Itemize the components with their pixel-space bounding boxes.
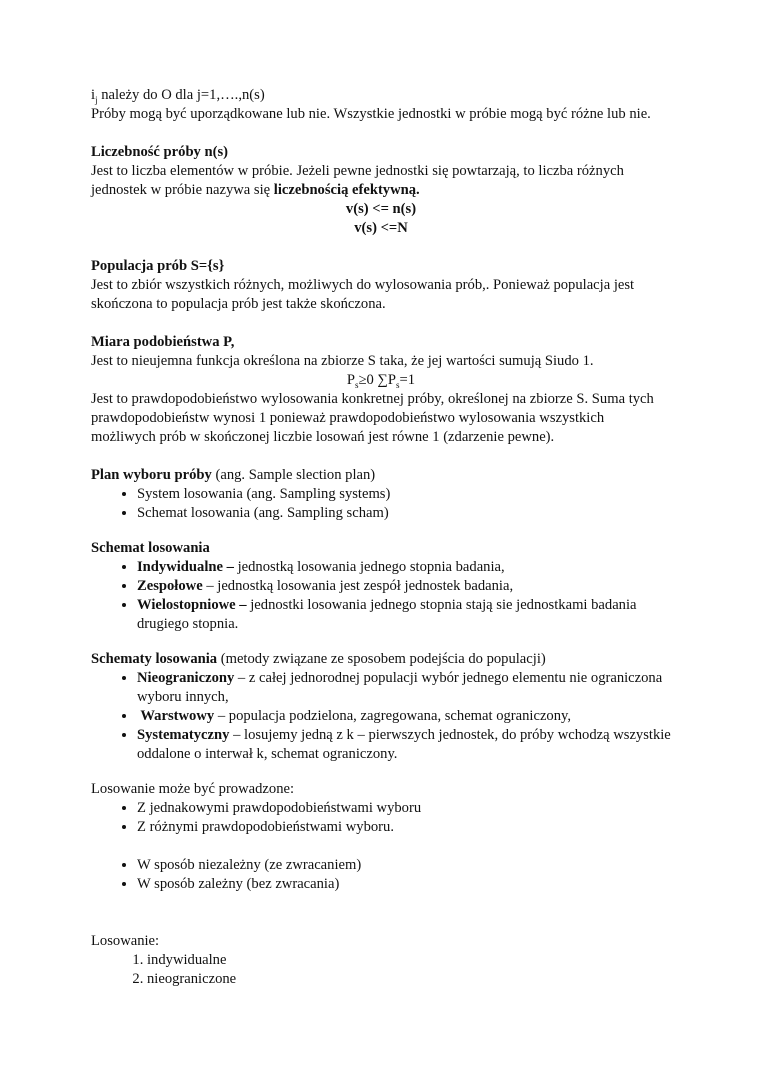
document-page (91, 86, 671, 989)
schematy-heading: Schematy losowania (metody związane ze sposobem podejścia do populacji) (91, 651, 546, 667)
plan-list (91, 485, 671, 523)
list-item: • Z jednakowymi prawdopodobieństwami wyboru (137, 799, 671, 818)
list-item: • Z różnymi prawdopodobieństwami wyboru. (137, 818, 671, 837)
schemat-heading: Schemat losowania (91, 540, 210, 556)
losowanie-heading: Losowanie: (91, 933, 160, 949)
schemat-list (91, 558, 671, 634)
list-item: • Schemat losowania (ang. Sampling scham) (137, 504, 671, 523)
prowadzone-list-a (91, 799, 671, 837)
formula-v-n: v(s) <= n(s) (345, 201, 417, 217)
liczebnosc-heading: Liczebność próby n(s) (91, 144, 229, 160)
list-item: • Indywidualne – jednostką losowania jednego stopnia badania, (137, 558, 671, 577)
schematy-list (91, 669, 671, 764)
losowanie-list (91, 951, 671, 989)
list-item: • System losowania (ang. Sampling systems) (137, 485, 671, 504)
list-item: • Warstwowy – populacja podzielona, zagregowana, schemat ograniczony, (137, 707, 671, 726)
prowadzone-list-b (91, 856, 671, 894)
miara-heading: Miara podobieństwa P, (91, 334, 235, 350)
populacja-heading: Populacja prób S={s} (91, 258, 225, 274)
list-item: • Nieograniczony – z całej jednorodnej populacji wybór jednego elementu nie ograniczona wyboru innych, (137, 669, 671, 707)
plan-heading: Plan wyboru próby (ang. Sample slection plan) (91, 467, 376, 483)
list-item: 2. nieograniczone (147, 970, 671, 989)
list-item: • Wielostopniowe – jednostki losowania jednego stopnia stają sie jednostkami badania drugiego stopnia. (137, 596, 671, 634)
miara-text-1: Jest to nieujemna funkcja określona na zbiorze S taka, że jej wartości sumują Siudo 1. (91, 353, 594, 369)
intro-line-2: Próby mogą być uporządkowane lub nie. Wszystkie jednostki w próbie mogą być różne lub nie. (91, 106, 651, 122)
list-item: • Systematyczny – losujemy jedną z k – pierwszych jednostek, do próby wchodzą wszystkie oddalone o interwał k, schemat ograniczony. (137, 726, 671, 764)
list-item: • W sposób zależny (bez zwracania) (137, 875, 671, 894)
populacja-text: Jest to zbiór wszystkich różnych, możliwych do wylosowania prób,. Ponieważ populacja jest skończona to populacja prób jest także skończona. (91, 277, 635, 312)
list-item: • W sposób niezależny (ze zwracaniem) (137, 856, 671, 875)
intro-line-1: $i_j$ należy do O dla j=1,….,n(s) (91, 87, 265, 105)
list-item: • Zespołowe – jednostką losowania jest zespół jednostek badania, (137, 577, 671, 596)
list-item: 1. indywidualne (147, 951, 671, 970)
miara-formula: $P_s\ge 0$ $\sum P_s=1$ (346, 372, 416, 390)
miara-text-2: Jest to prawdopodobieństwo wylosowania konkretnej próby, określonej na zbiorze S. Suma tych prawdopodobieństw wynosi 1 ponieważ prawdopodobieństwo wylosowania wszystkich możliwych prób w skończonej liczbie losowań jest równe 1 (zdarzenie pewne). (91, 391, 654, 445)
formula-v-N: v(s) <=N (354, 220, 408, 236)
prowadzone-heading: Losowanie może być prowadzone: (91, 781, 295, 797)
liczebnosc-text: Jest to liczba elementów w próbie. Jeżeli pewne jednostki się powtarzają, to liczba różnych jednostek w próbie nazywa się liczebnością efektywną. (91, 163, 624, 198)
